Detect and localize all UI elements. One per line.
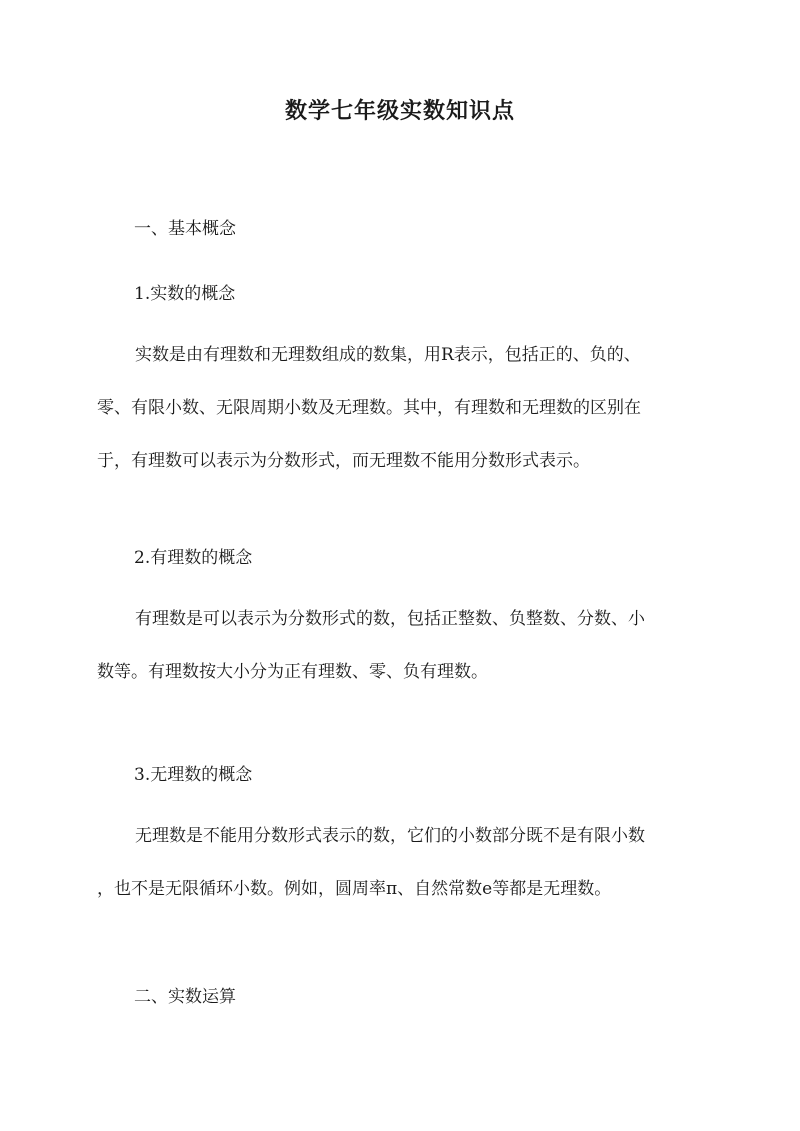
paragraph-rational-numbers — [97, 593, 703, 699]
paragraph-line: 数等。有理数按大小分为正有理数、零、负有理数。 — [97, 662, 488, 682]
paragraph-line: 无理数是不能用分数形式表示的数，它们的小数部分既不是有限小数 — [135, 826, 645, 846]
paragraph-irrational-numbers — [97, 810, 703, 916]
paragraph-line: 于，有理数可以表示为分数形式，而无理数不能用分数形式表示。 — [97, 451, 590, 471]
subsection-heading-irrational-numbers: 3.无理数的概念 — [134, 765, 253, 785]
paragraph-line: ，也不是无限循环小数。例如，圆周率π、自然常数e等都是无理数。 — [97, 879, 612, 899]
paragraph-line: 有理数是可以表示为分数形式的数，包括正整数、负整数、分数、小 — [135, 609, 645, 629]
paragraph-real-numbers — [97, 329, 703, 488]
section-heading-basic-concepts: 一、基本概念 — [134, 219, 236, 239]
subsection-heading-real-numbers: 1.实数的概念 — [134, 284, 236, 304]
document-title: 数学七年级实数知识点 — [284, 98, 515, 124]
section-heading-real-number-operations: 二、实数运算 — [134, 987, 236, 1007]
paragraph-line: 实数是由有理数和无理数组成的数集，用R表示，包括正的、负的、 — [135, 345, 641, 365]
paragraph-line: 零、有限小数、无限周期小数及无理数。其中，有理数和无理数的区别在 — [97, 398, 641, 418]
subsection-heading-rational-numbers: 2.有理数的概念 — [134, 548, 253, 568]
